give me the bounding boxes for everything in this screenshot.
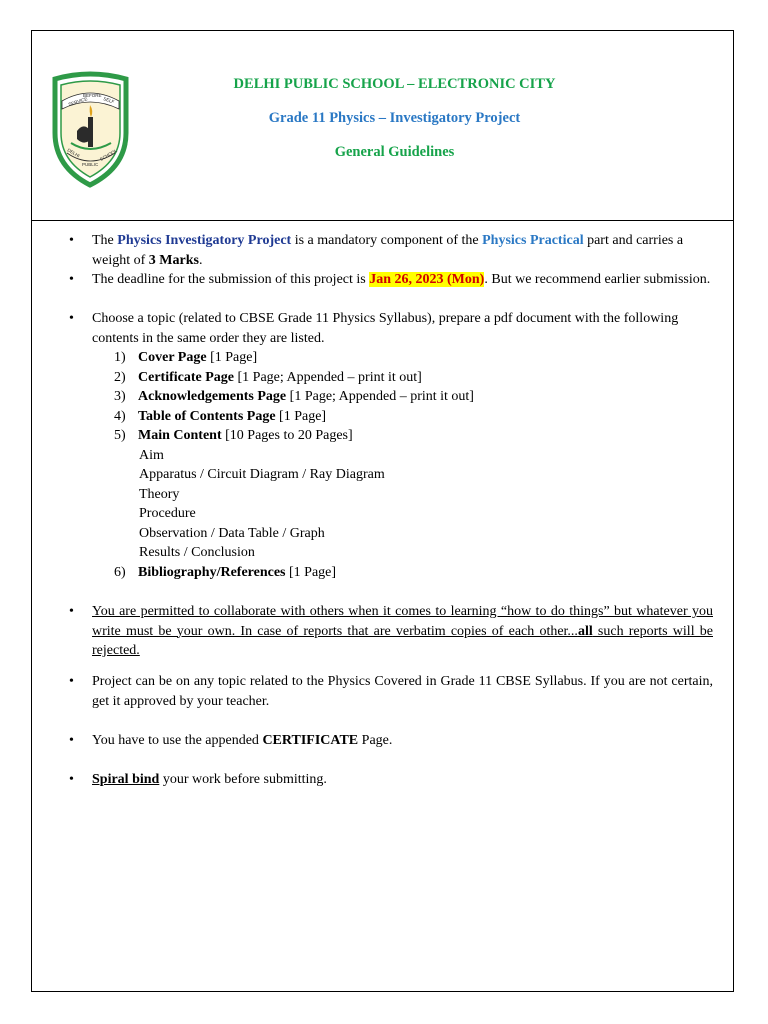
text: You have to use the appended [92, 733, 263, 748]
item-detail: [1 Page] [285, 564, 337, 580]
item-title: Cover Page [138, 350, 207, 365]
item-detail: [1 Page] [206, 350, 258, 365]
item-number: 4) [114, 408, 126, 424]
logo-bottom-left: DELHI [66, 147, 81, 159]
bullet-icon [69, 672, 77, 692]
text: Page. [358, 733, 393, 748]
main-content-sub: Results / Conclusion [139, 545, 255, 560]
bullet-icon [69, 270, 77, 290]
item-detail: [1 Page] [275, 408, 327, 424]
item-title: Main Content [138, 428, 222, 443]
emphasis: all [577, 623, 593, 639]
main-content-sub: Aim [139, 447, 164, 463]
main-content-sub: Procedure [139, 506, 196, 521]
guideline-weight [92, 231, 713, 270]
item-title: Certificate Page [138, 369, 234, 385]
guidelines-heading: General Guidelines [334, 144, 455, 160]
guideline-binding [92, 770, 713, 790]
emphasis: Spiral bind [92, 772, 160, 787]
item-detail: [1 Page; Appended – print it out] [286, 389, 474, 404]
main-content-sub: Observation / Data Table / Graph [139, 525, 325, 541]
item-detail: [1 Page; Appended – print it out] [234, 369, 422, 385]
bullet-icon [69, 770, 77, 790]
list-item [114, 407, 714, 427]
item-number: 6) [114, 564, 126, 580]
logo-ribbon-left: SERVICE [67, 96, 89, 107]
bullet-icon [69, 231, 77, 251]
emphasis: CERTIFICATE [262, 733, 359, 748]
main-content-sub: Apparatus / Circuit Diagram / Ray Diagram [139, 467, 385, 482]
guideline-certificate [92, 731, 713, 751]
text: The deadline for the submission of this project is [92, 272, 370, 287]
text: such reports will be rejected. [92, 623, 713, 658]
logo-bottom-right: SCHOOL [99, 148, 118, 162]
marks: 3 Marks [148, 252, 199, 268]
page-frame [31, 30, 734, 992]
item-title: Table of Contents Page [138, 408, 276, 424]
logo-ribbon-right: SELF [102, 96, 115, 105]
project-name: Physics Investigatory Project [117, 233, 292, 248]
list-item [114, 426, 714, 446]
list-item [114, 368, 714, 388]
text: part and carries a weight of [92, 233, 684, 268]
practical-name: Physics Practical [482, 233, 584, 248]
guideline-deadline [92, 270, 713, 290]
guideline-collaboration [92, 602, 713, 661]
item-title: Acknowledgements Page [138, 389, 287, 404]
main-content-sub: Theory [139, 486, 180, 502]
school-name: DELHI PUBLIC SCHOOL – ELECTRONIC CITY [233, 76, 556, 92]
item-detail: [10 Pages to 20 Pages] [221, 428, 353, 443]
item-number: 3) [114, 389, 126, 404]
item-number: 5) [114, 428, 126, 443]
logo-bottom-mid: PUBLIC [82, 162, 99, 167]
list-item [114, 348, 714, 368]
header [32, 31, 733, 221]
deadline-date: Jan 26, 2023 (Mon) [369, 272, 485, 287]
text: your work before submitting. [159, 772, 327, 787]
guideline-topic: Project can be on any topic related to the Physics Covered in Grade 11 CBSE Syllabus. If you are not certain, get it approved by your teacher. [92, 674, 713, 709]
text: . But we recommend earlier submission. [484, 272, 711, 287]
project-title: Grade 11 Physics – Investigatory Project [268, 110, 521, 126]
text: You are permitted to collaborate with others when it comes to learning “how to do things” but whatever you write must be your own. In case of reports that are verbatim copies of each other... [92, 604, 713, 639]
bullet-icon [69, 309, 77, 329]
text: . [198, 252, 203, 268]
item-number: 1) [114, 350, 126, 365]
item-title: Bibliography/References [138, 564, 286, 580]
item-number: 2) [114, 369, 126, 385]
guideline-contents: Choose a topic (related to CBSE Grade 11 Physics Syllabus), prepare a pdf document with the following contents in the same order they are listed. [92, 311, 679, 346]
bullet-icon [69, 731, 77, 751]
bullet-icon [69, 602, 77, 622]
text: The [92, 233, 118, 248]
logo-ribbon-mid: BEFORE [83, 93, 102, 98]
list-item [114, 387, 714, 407]
text: is a mandatory component of the [291, 233, 483, 248]
list-item [114, 563, 714, 583]
